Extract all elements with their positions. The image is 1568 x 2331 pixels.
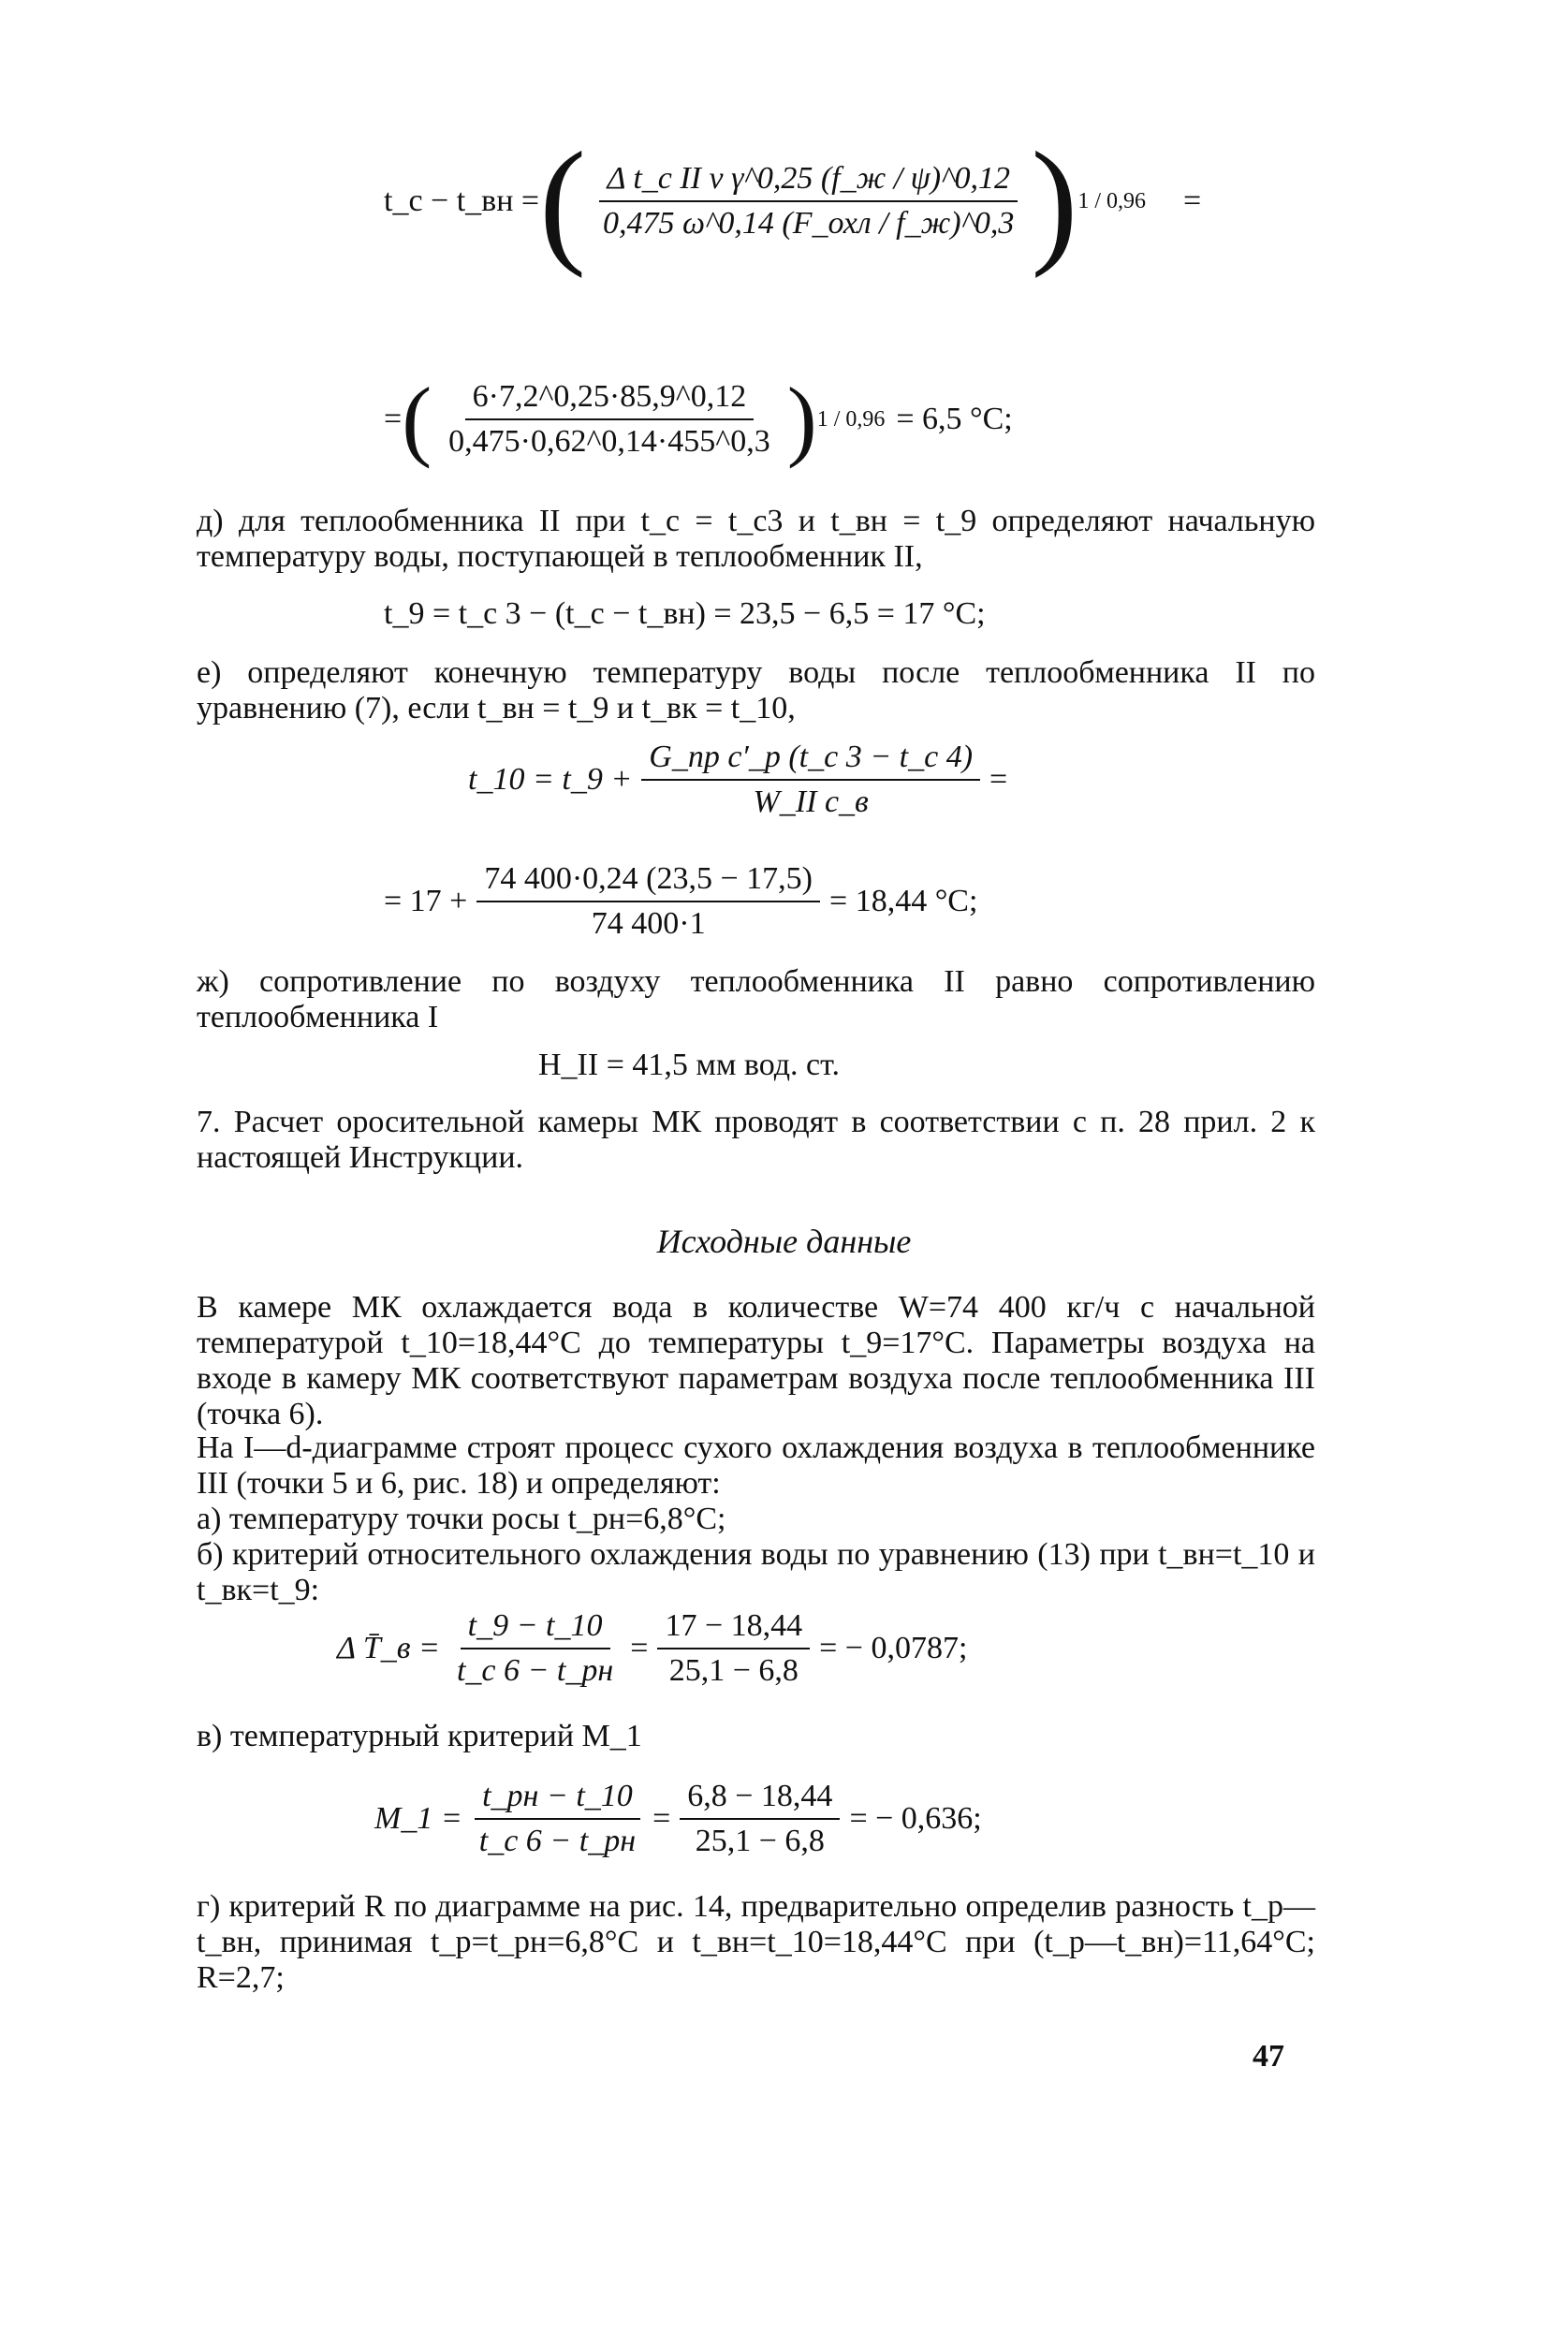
paragraph-d: д) для теплообменника II при t_c = t_c3 и t_вн = t_9 определяют начальную температуру воды, поступающей в теплообменник II, <box>197 504 1315 574</box>
paragraph-a: а) температуру точки росы t_рн=6,8°C; <box>197 1502 726 1536</box>
equation-delta-t <box>337 1608 967 1689</box>
formula-top-fraction <box>595 161 1021 242</box>
equation-delta-t-num-1: t_9 − t_10 <box>461 1608 610 1649</box>
paragraph-b: б) критерий относительного охлаждения воды по уравнению (13) при t_вн=t_10 и t_вк=t_9: <box>197 1537 1315 1607</box>
formula-top-lhs: t_c − t_вн = <box>384 183 540 218</box>
equation-t10-numerator: G_пр c′_p (t_c 3 − t_c 4) <box>641 740 980 781</box>
equation-h: H_II = 41,5 мм вод. ст. <box>538 1048 840 1082</box>
equation-t10-tail: = <box>989 762 1008 797</box>
formula-top-num-exponent: 1 / 0,96 <box>816 406 886 432</box>
formula-top-num-fraction <box>441 379 778 460</box>
equation-delta-t-den-1: t_c 6 − t_рн <box>456 1653 614 1688</box>
equation-t10-denominator: W_II c_в <box>753 784 869 819</box>
formula-top-exponent: 1 / 0,96 <box>1077 188 1147 213</box>
equation-m1-fraction-2 <box>680 1779 840 1859</box>
equation-m1-den-2: 25,1 − 6,8 <box>695 1824 825 1858</box>
equation-t10-numeric <box>384 861 977 942</box>
equation-t10-fraction <box>641 740 980 820</box>
paragraph-source-data: В камере МК охлаждается вода в количестве W=74 400 кг/ч с начальной температурой t_10=18,44°C до температуры t_9=17°C. Параметры воздуха на входе в камеру МК соответствуют параметрам воздуха после теплообменника III (точка 6). <box>197 1290 1315 1431</box>
page-number: 47 <box>1253 2039 1284 2074</box>
paren-right: ) <box>1031 124 1078 279</box>
formula-top-tail: = <box>1183 183 1202 218</box>
equation-m1-num-2: 6,8 − 18,44 <box>680 1779 840 1820</box>
formula-top-numerator: Δ t_c II v γ^0,25 (f_ж / ψ)^0,12 <box>599 161 1017 202</box>
formula-top-num-result: = 6,5 °C; <box>896 402 1013 436</box>
equation-t10-lhs: t_10 = t_9 + <box>468 762 633 797</box>
formula-top <box>384 124 1202 279</box>
paragraph-id-diagram: На I—d-диаграмме строят процесс сухого охлаждения воздуха в теплообменнике III (точки 5 и 6, рис. 18) и определяют: <box>197 1430 1315 1501</box>
formula-top-numeric <box>384 369 1013 469</box>
equation-m1 <box>374 1779 982 1859</box>
equation-t10-num-lhs: = 17 + <box>384 884 468 918</box>
equation-delta-t-lhs: Δ T̄_в = <box>337 1631 440 1665</box>
equation-delta-t-fraction-2 <box>657 1608 810 1689</box>
eq-sign: = <box>630 1631 649 1665</box>
equation-m1-num-1: t_рн − t_10 <box>475 1779 640 1820</box>
equation-m1-result: = − 0,636; <box>849 1801 982 1836</box>
equation-delta-t-den-2: 25,1 − 6,8 <box>668 1653 799 1688</box>
equation-m1-den-1: t_c 6 − t_рн <box>478 1824 637 1858</box>
formula-top-num-numerator: 6·7,2^0,25·85,9^0,12 <box>465 379 755 420</box>
paragraph-zh: ж) сопротивление по воздуху теплообменника II равно сопротивлению теплообменника I <box>197 964 1315 1034</box>
formula-top-denominator: 0,475 ω^0,14 (F_охл / f_ж)^0,3 <box>603 206 1015 241</box>
paragraph-e: е) определяют конечную температуру воды после теплообменника II по уравнению (7), если t_вн = t_9 и t_вк = t_10, <box>197 655 1315 726</box>
equation-delta-t-num-2: 17 − 18,44 <box>657 1608 810 1649</box>
paragraph-v: в) температурный критерий M_1 <box>197 1719 642 1753</box>
equation-t10-num-denominator: 74 400·1 <box>591 906 706 941</box>
equation-delta-t-fraction-1 <box>449 1608 621 1689</box>
paragraph-7: 7. Расчет оросительной камеры МК проводят в соответствии с п. 28 прил. 2 к настоящей Инструкции. <box>197 1105 1315 1175</box>
eq-sign: = <box>384 402 403 436</box>
equation-t10-num-fraction <box>476 861 820 942</box>
equation-t9: t_9 = t_c 3 − (t_c − t_вн) = 23,5 − 6,5 = 17 °C; <box>384 596 986 631</box>
paren-right: ) <box>786 369 817 469</box>
paren-left: ( <box>539 124 587 279</box>
section-heading: Исходные данные <box>656 1223 912 1260</box>
equation-t10-num-numerator: 74 400·0,24 (23,5 − 17,5) <box>476 861 820 902</box>
paragraph-g: г) критерий R по диаграмме на рис. 14, предварительно определив разность t_р—t_вн, принимая t_р=t_рн=6,8°C и t_вн=t_10=18,44°C при (t_р—t_вн)=11,64°C; R=2,7; <box>197 1889 1315 1995</box>
equation-m1-fraction-1 <box>472 1779 643 1859</box>
equation-t10-num-result: = 18,44 °C; <box>829 884 978 918</box>
formula-top-num-denominator: 0,475·0,62^0,14·455^0,3 <box>448 424 770 459</box>
paren-left: ( <box>402 369 432 469</box>
equation-m1-lhs: M_1 = <box>374 1801 462 1836</box>
equation-delta-t-result: = − 0,0787; <box>819 1631 968 1665</box>
eq-sign: = <box>652 1801 671 1836</box>
equation-t10 <box>468 740 1007 820</box>
